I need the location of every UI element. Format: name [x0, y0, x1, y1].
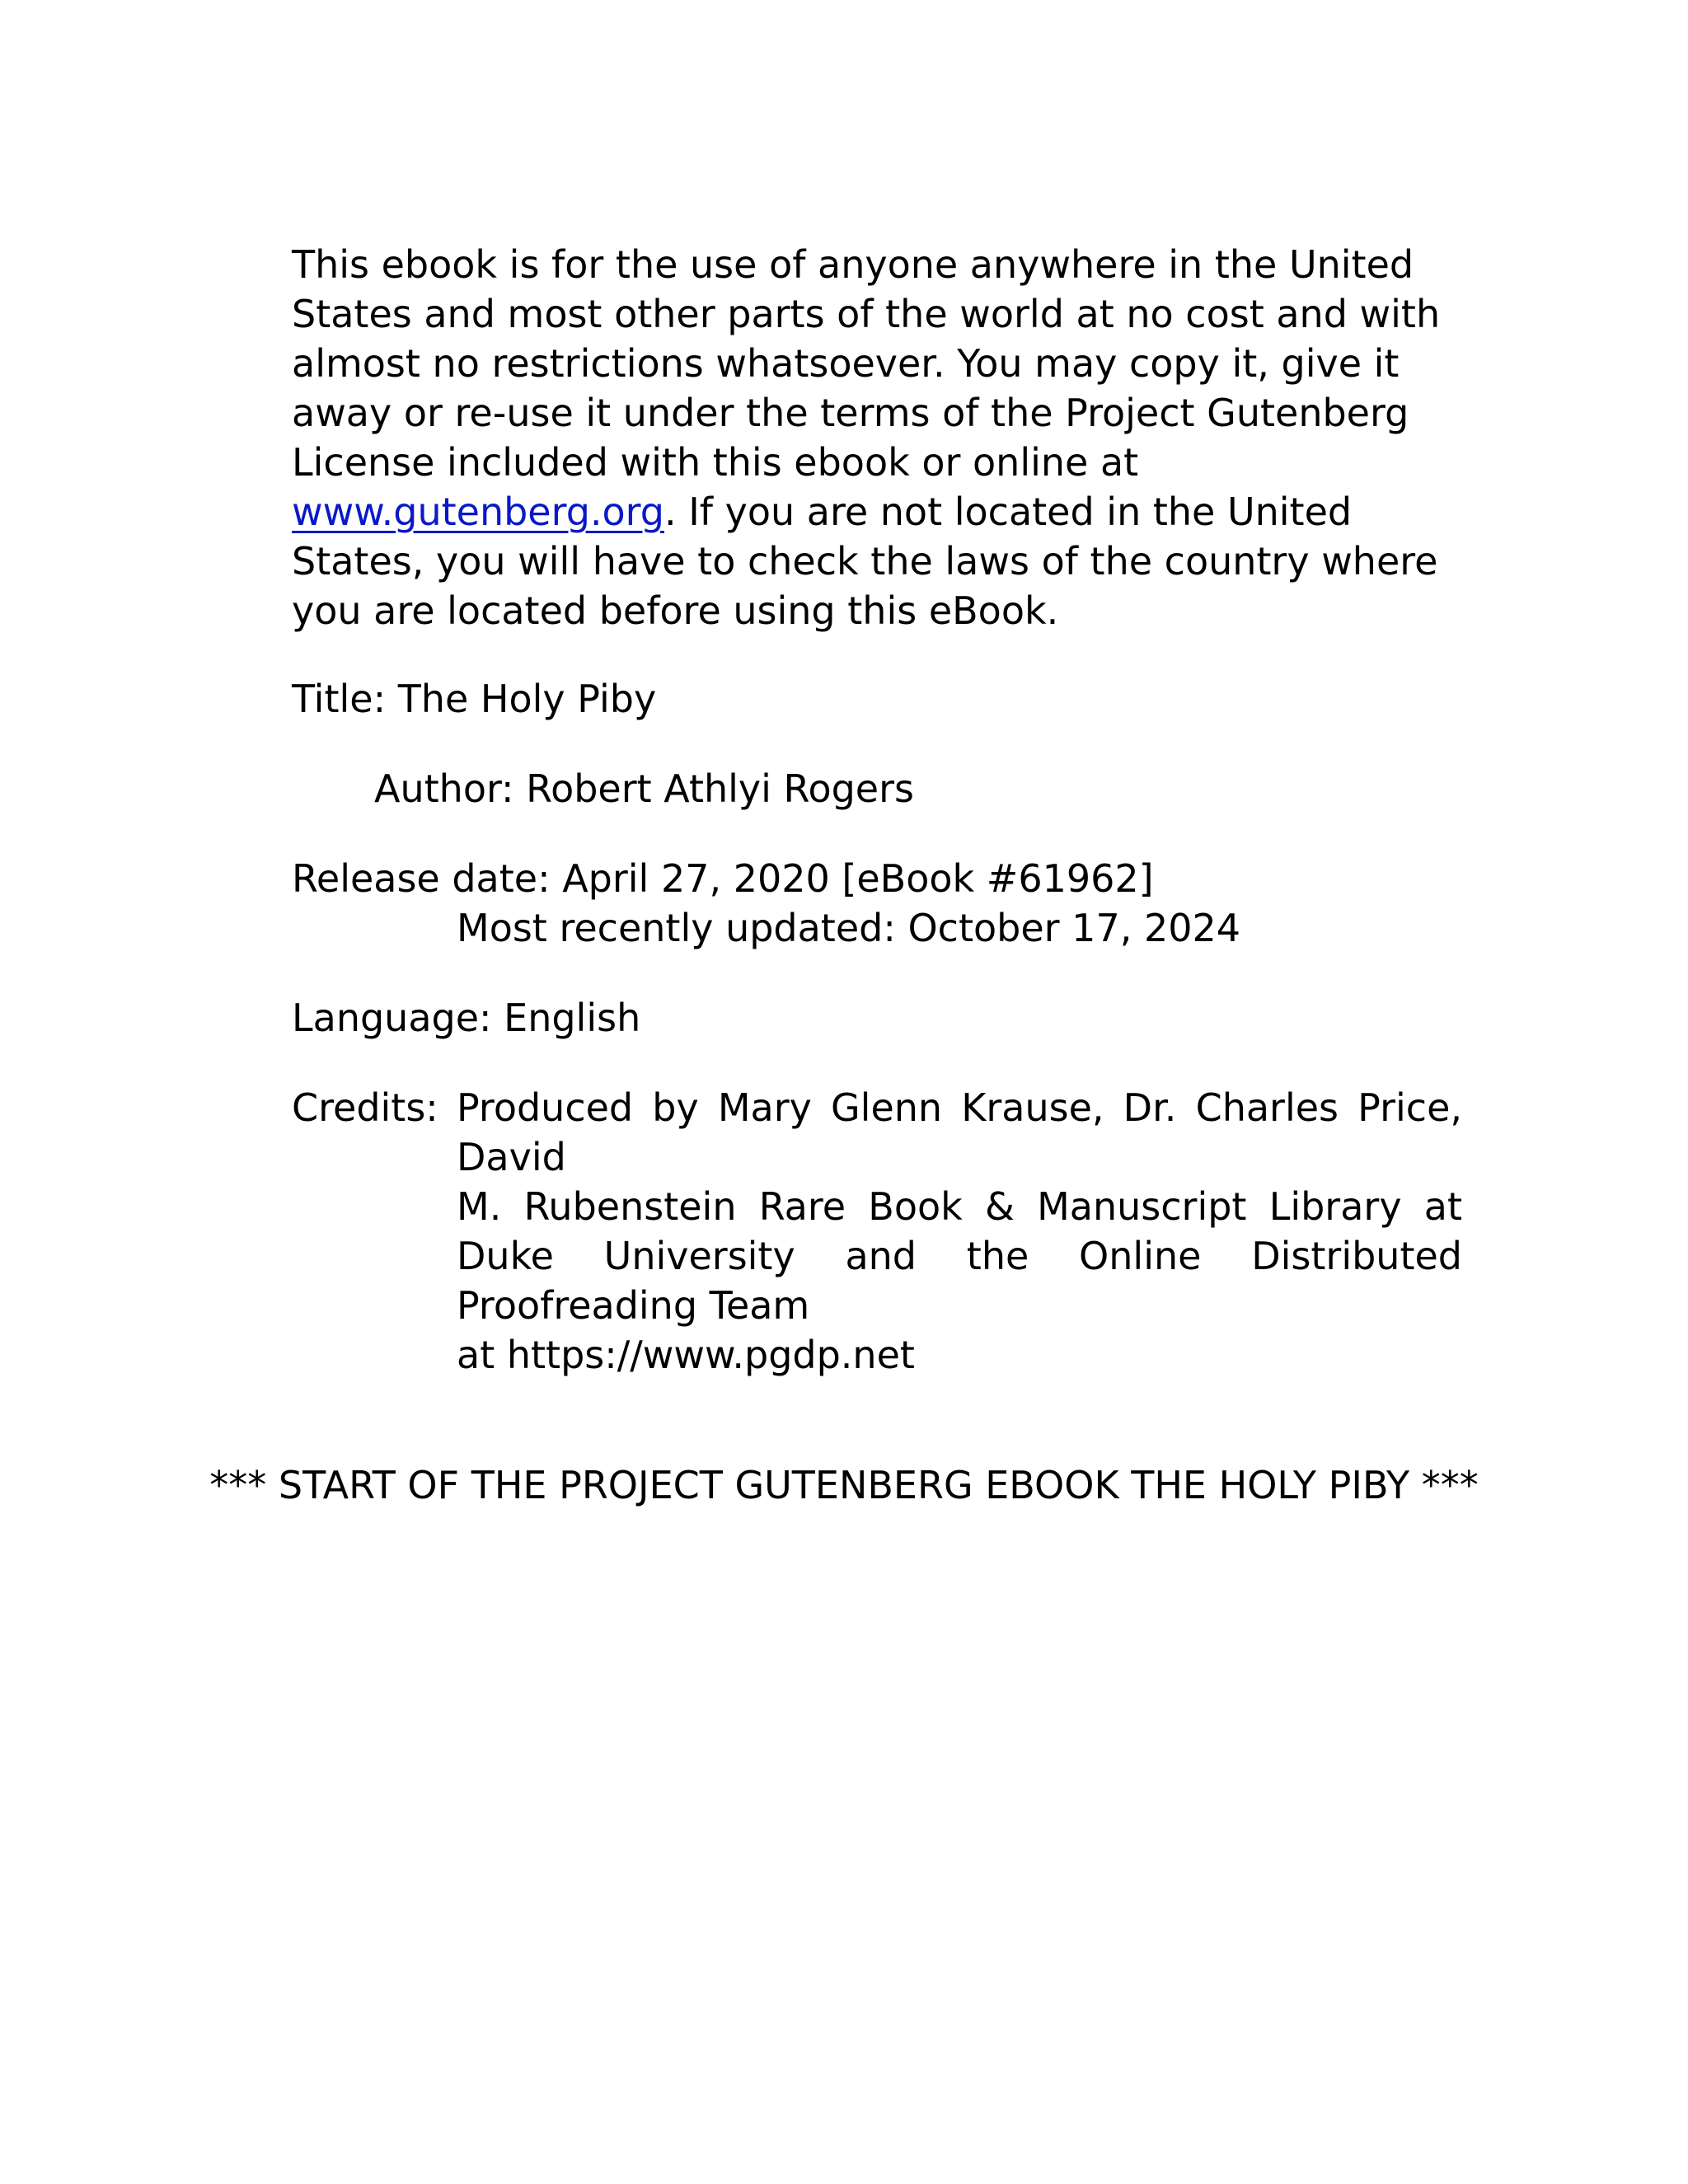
credits-line-3: at https://www.pgdp.net: [457, 1333, 915, 1377]
credits-line-2: M. Rubenstein Rare Book & Manuscript Library at Duke University and the Online Distributed Proofreading Team: [457, 1184, 1462, 1328]
license-text-before-link: This ebook is for the use of anyone anywhere in the United States and most other parts of the world at no cost and with almost no restrictions whatsoever. You may copy it, give it away or re-use it under the terms of the Project Gutenberg License included with this ebook or online at: [292, 242, 1441, 485]
language-line: Language: English: [292, 996, 641, 1040]
license-paragraph: [292, 240, 1462, 635]
release-date-line: Release date: April 27, 2020 [eBook #61962]: [292, 856, 1154, 901]
author-line: Author: Robert Athlyi Rogers: [374, 766, 914, 811]
license-text-after-link: . If you are not located in the United States, you will have to check the laws of the country where you are located before using this eBook.: [292, 490, 1438, 633]
title-line: Title: The Holy Piby: [292, 677, 657, 721]
credits-body: [457, 1083, 1462, 1380]
credits-line-1: Produced by Mary Glenn Krause, Dr. Charles Price, David: [457, 1085, 1462, 1179]
updated-date-line: Most recently updated: October 17, 2024: [457, 906, 1241, 950]
credits-label: Credits:: [292, 1085, 438, 1130]
gutenberg-link[interactable]: www.gutenberg.org: [292, 490, 664, 534]
start-of-ebook-banner: *** START OF THE PROJECT GUTENBERG EBOOK THE HOLY PIBY ***: [209, 1463, 1479, 1507]
